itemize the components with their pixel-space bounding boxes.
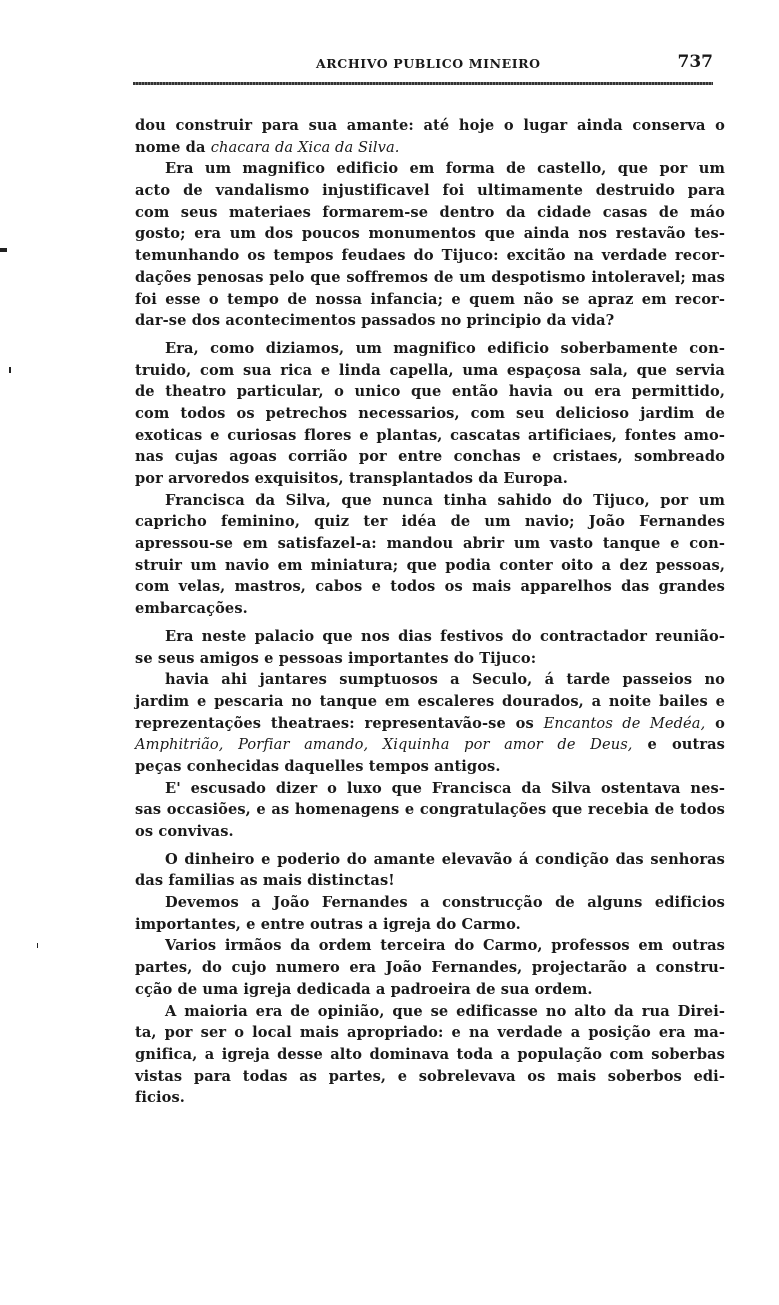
text-line (135, 756, 725, 778)
text-line (135, 403, 725, 425)
text-line (135, 180, 725, 202)
page-header (133, 52, 713, 76)
text-run: ta, por ser o local mais apropriado: e na verdade a posição era ma- (135, 1024, 725, 1042)
text-run: partes, do cujo numero era João Fernandes, projectarão a constru- (135, 959, 725, 977)
text-run: com todos os petrechos necessarios, com seu delicioso jardim de (135, 404, 725, 422)
text-run: temunhando os tempos feudaes do Tijuco: excitão na verdade recor- (135, 247, 725, 265)
text-line (135, 223, 725, 245)
text-line (135, 511, 725, 533)
text-run: nome da (135, 138, 211, 156)
text-line (135, 1087, 725, 1109)
text-line (135, 158, 725, 180)
running-head: ARCHIVO PUBLICO MINEIRO (316, 56, 541, 71)
text-line (135, 555, 725, 577)
italic-title: Encantos de Medéa, (543, 714, 706, 732)
text-run: foi esse o tempo de nossa infancia; e quem não se apraz em recor- (135, 290, 725, 308)
text-line (135, 381, 725, 403)
text-line (135, 576, 725, 598)
text-line (135, 533, 725, 555)
text-line (135, 799, 725, 821)
text-run: embarcações. (135, 600, 248, 618)
text-run: ficios. (135, 1089, 185, 1107)
text-run: Era um magnifico edificio em forma de castello, que por um (165, 160, 725, 178)
text-line (135, 137, 725, 159)
text-run: struir um navio em miniatura; que podia conter oito a dez pessoas, (135, 556, 725, 574)
text-run: gnifica, a igreja desse alto dominava toda a população com soberbas (135, 1045, 725, 1063)
text-line (135, 245, 725, 267)
body-text (135, 115, 725, 1109)
text-line (135, 648, 725, 670)
text-run: o (705, 714, 725, 732)
text-run: dou construir para sua amante: até hoje o lugar ainda conserva o (135, 117, 725, 134)
text-run: Francisca da Silva, que nunca tinha sahido do Tijuco, por um (165, 491, 725, 509)
text-run: cção de uma igreja dedicada a padroeira de sua ordem. (135, 980, 593, 998)
text-run: importantes, e entre outras a igreja do Carmo. (135, 915, 521, 933)
text-line (135, 446, 725, 468)
text-line (135, 734, 725, 756)
text-run: jardim e pescaria no tanque em escaleres dourados, a noite bailes e (135, 692, 725, 710)
text-line (135, 892, 725, 914)
text-run: apressou-se em satisfazel-a: mandou abrir um vasto tanque e con- (135, 535, 725, 553)
text-run: Varios irmãos da ordem terceira do Carmo, professos em outras (165, 937, 725, 955)
text-line (135, 1066, 725, 1088)
text-line (135, 202, 725, 224)
text-run: os convivas. (135, 823, 234, 840)
text-line (135, 849, 725, 871)
margin-mark (9, 367, 11, 373)
text-run: dações penosas pelo que soffremos de um despotismo intoleravel; mas (135, 268, 725, 286)
text-line (135, 870, 725, 892)
text-line (135, 289, 725, 311)
text-line (135, 310, 725, 332)
text-run: Devemos a João Fernandes a construcção de alguns edificios (165, 894, 725, 912)
text-line (135, 360, 725, 382)
text-run: gosto; era um dos poucos monumentos que ainda nos restavão tes- (135, 225, 725, 243)
text-run: e outras (632, 736, 726, 754)
text-line (135, 1001, 725, 1023)
text-line (135, 115, 725, 137)
text-line (135, 778, 725, 800)
text-line (135, 626, 725, 648)
text-run: exoticas e curiosas flores e plantas, cascatas artificiaes, fontes amo- (135, 426, 725, 444)
text-run: de theatro particular, o unico que então havia ou era permittido, (135, 383, 725, 401)
text-run: com seus materiaes formarem-se dentro da cidade casas de máo (135, 203, 725, 221)
text-run: se seus amigos e pessoas importantes do Tijuco: (135, 649, 537, 667)
text-run: havia ahi jantares sumptuosos a Seculo, á tarde passeios no (165, 671, 725, 689)
text-run: por arvoredos exquisitos, transplantados da Europa. (135, 470, 568, 487)
text-line (135, 914, 725, 936)
text-run: Era neste palacio que nos dias festivos do contractador reunião- (165, 627, 725, 645)
text-line (135, 669, 725, 691)
text-line (135, 935, 725, 957)
text-run: A maioria era de opinião, que se edificasse no alto da rua Direi- (165, 1002, 725, 1020)
margin-mark (37, 943, 38, 948)
text-run: das familias as mais distinctas! (135, 872, 395, 890)
text-line (135, 821, 725, 843)
text-run: E' escusado dizer o luxo que Francisca da Silva ostentava nes- (165, 779, 725, 797)
text-run: truido, com sua rica e linda capella, uma espaçosa sala, que servia (135, 361, 725, 379)
text-line (135, 490, 725, 512)
text-run: nas cujas agoas corrião por entre conchas e cristaes, sombreado (135, 448, 725, 466)
header-rule (133, 82, 713, 85)
text-run: reprezentações theatraes: representavão-se os (135, 714, 544, 732)
text-line (135, 957, 725, 979)
text-run: acto de vandalismo injustificavel foi ultimamente destruido para (135, 182, 725, 200)
text-run: capricho feminino, quiz ter idéa de um navio; João Fernandes (135, 513, 725, 531)
text-line (135, 979, 725, 1001)
text-run: com velas, mastros, cabos e todos os mais apparelhos das grandes (135, 578, 725, 596)
text-line (135, 598, 725, 620)
text-run: dar-se dos acontecimentos passados no principio da vida? (135, 312, 615, 330)
margin-mark (0, 248, 7, 252)
text-line (135, 338, 725, 360)
text-run: O dinheiro e poderio do amante elevavão á condição das senhoras (165, 850, 725, 868)
text-run: sas occasiões, e as homenagens e congratulações que recebia de todos (135, 801, 725, 819)
text-line (135, 1044, 725, 1066)
text-line (135, 425, 725, 447)
italic-title: chacara da Xica da Silva. (210, 138, 400, 156)
text-run: vistas para todas as partes, e sobrelevava os mais soberbos edi- (135, 1067, 725, 1085)
text-line (135, 1022, 725, 1044)
text-run: peças conhecidas daquelles tempos antigos. (135, 757, 501, 775)
text-run: Era, como diziamos, um magnifico edificio soberbamente con- (165, 339, 725, 357)
text-line (135, 713, 725, 735)
text-line (135, 267, 725, 289)
page-number: 737 (677, 52, 713, 72)
text-line (135, 691, 725, 713)
italic-title: Amphitrião, Porfiar amando, Xiquinha por amor de Deus, (135, 736, 633, 754)
text-line (135, 468, 725, 490)
